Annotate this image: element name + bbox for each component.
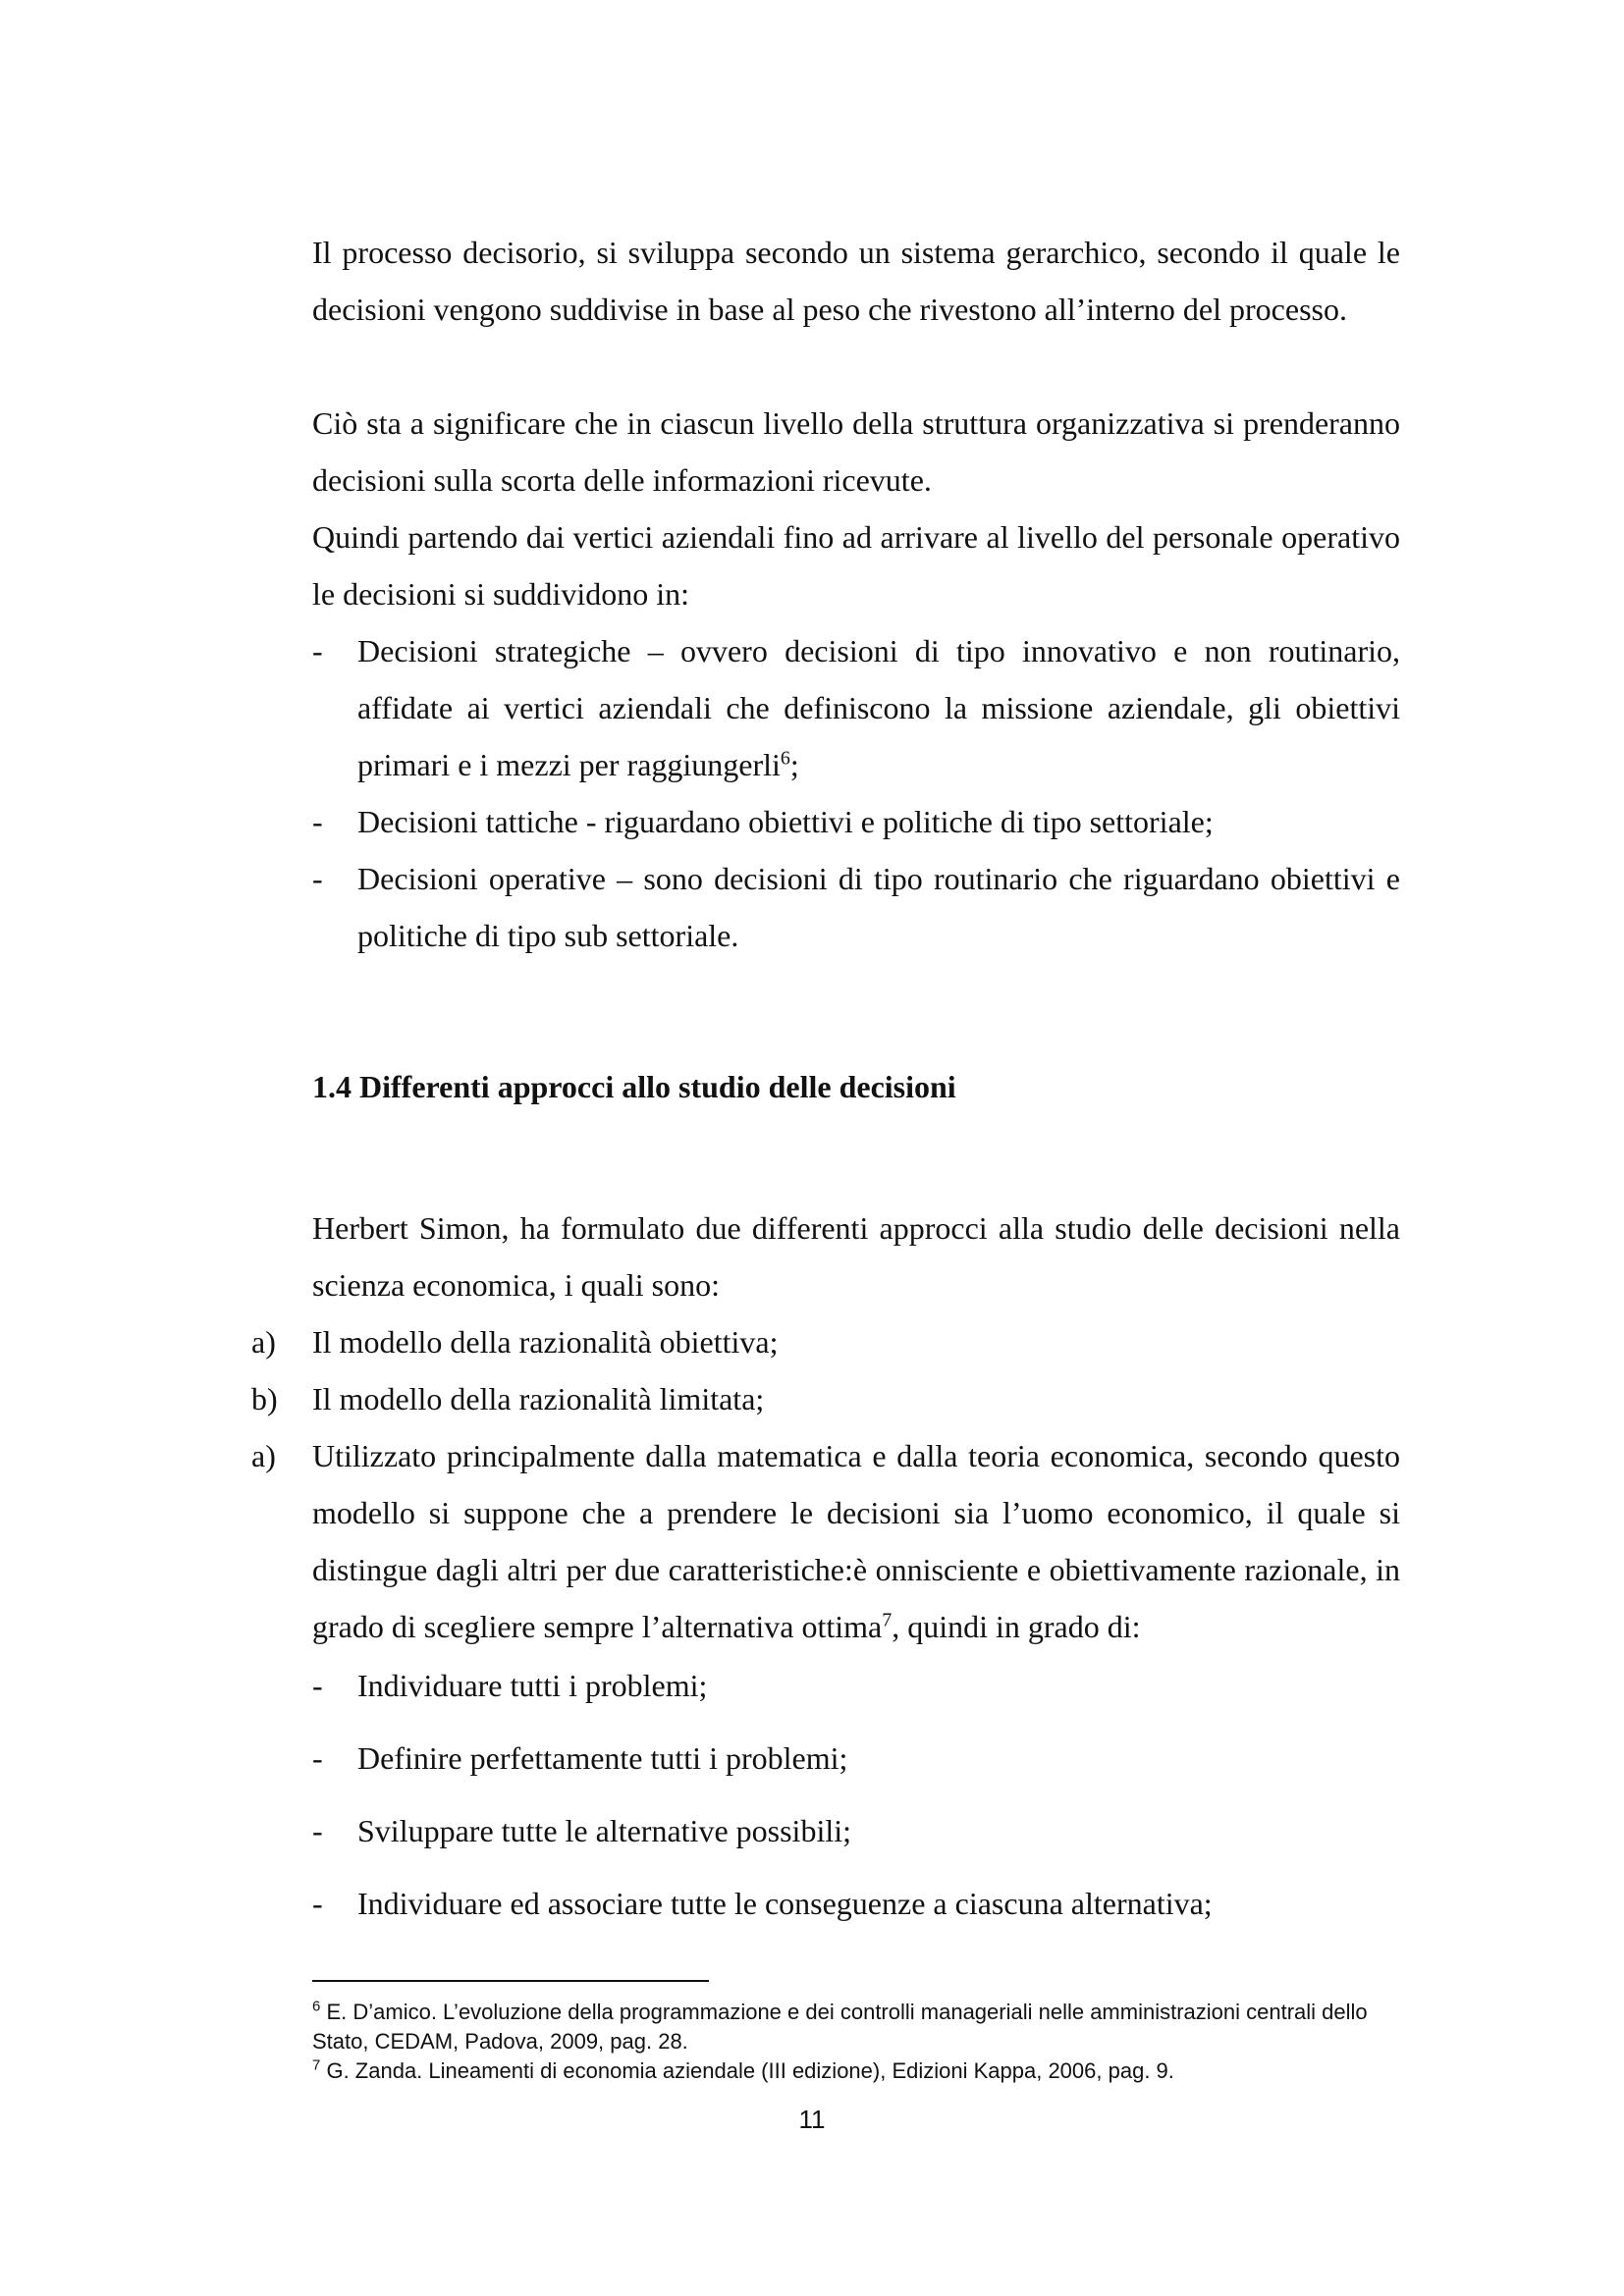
list-dash: - xyxy=(312,1886,323,1921)
list-letter: b) xyxy=(251,1381,278,1416)
footnote-7: $^7$ G. Zanda. Lineamenti di economia aziendale (III edizione), Edizioni Kappa, 2006, pag. 9. xyxy=(312,2056,1174,2083)
section-heading: 1.4 Differenti approcci allo studio delle decisioni xyxy=(312,1069,956,1104)
list-item-text: Utilizzato principalmente dalla matematica e dalla teoria economica, secondo questo modello si suppone che a prendere le decisioni sia l’uomo economico, il quale si distingue dagli altri per due caratteristiche:è onnisciente e obiettivamente razionale, in grado di scegliere sempre l’alternativa ottima$^7$, quindi in grado di: xyxy=(312,1438,1400,1644)
list-item-text: Individuare ed associare tutte le conseguenze a ciascuna alternativa; xyxy=(357,1886,1213,1921)
list-item-text: Individuare tutti i problemi; xyxy=(357,1668,708,1703)
footnote-6: $^6$ E. D’amico. L’evoluzione della programmazione e dei controlli manageriali nelle amministrazioni centrali dello Stato, CEDAM, Padova, 2009, pag. 28. xyxy=(312,1998,1368,2054)
list-item-text: Decisioni operative – sono decisioni di tipo routinario che riguardano obiettivi e politiche di tipo sub settoriale. xyxy=(357,861,1400,953)
list-letter: a) xyxy=(251,1324,276,1360)
paragraph-levels: Ciò sta a significare che in ciascun livello della struttura organizzativa si prenderanno decisioni sulla scorta delle informazioni ricevute. xyxy=(312,405,1400,498)
footnote-number: 6 xyxy=(312,1998,321,2015)
page-number: 11 xyxy=(798,2105,826,2134)
paragraph-simon-intro: Herbert Simon, ha formulato due differenti approcci alla studio delle decisioni nella scienza economica, i quali sono: xyxy=(312,1210,1400,1303)
footnote-ref-7: 7 xyxy=(882,1609,893,1631)
footnotes xyxy=(312,1998,1402,2086)
list-item-text: Il modello della razionalità obiettiva; xyxy=(312,1324,779,1360)
list-dash: - xyxy=(312,861,323,896)
list-dash: - xyxy=(312,1813,323,1848)
paragraph-hierarchy: Il processo decisorio, si sviluppa secondo un sistema gerarchico, secondo il quale le decisioni vengono suddivise in base al peso che rivestono all’interno del processo. xyxy=(312,235,1400,327)
list-dash: - xyxy=(312,1668,323,1703)
list-item-text: Definire perfettamente tutti i problemi; xyxy=(357,1740,848,1776)
list-item-text: Decisioni strategiche – ovvero decisioni di tipo innovativo e non routinario, affidate ai vertici aziendali che definiscono la missione aziendale, gli obiettivi primari e i mezzi per raggiungerli$^6$; xyxy=(357,633,1400,782)
list-item-text: Il modello della razionalità limitata; xyxy=(312,1381,765,1416)
footnote-ref-6: 6 xyxy=(780,747,790,770)
list-dash: - xyxy=(312,1740,323,1776)
footnote-number: 7 xyxy=(312,2056,321,2074)
footnote-separator xyxy=(312,1980,709,1982)
list-item-text: Sviluppare tutte le alternative possibili; xyxy=(357,1813,851,1848)
list-dash: - xyxy=(312,633,323,668)
list-letter: a) xyxy=(251,1438,276,1473)
list-item-text: Decisioni tattiche - riguardano obiettivi e politiche di tipo settoriale; xyxy=(357,804,1214,839)
paragraph-decision-types-intro: Quindi partendo dai vertici aziendali fino ad arrivare al livello del personale operativo le decisioni si suddividono in: xyxy=(312,519,1400,612)
list-dash: - xyxy=(312,804,323,839)
